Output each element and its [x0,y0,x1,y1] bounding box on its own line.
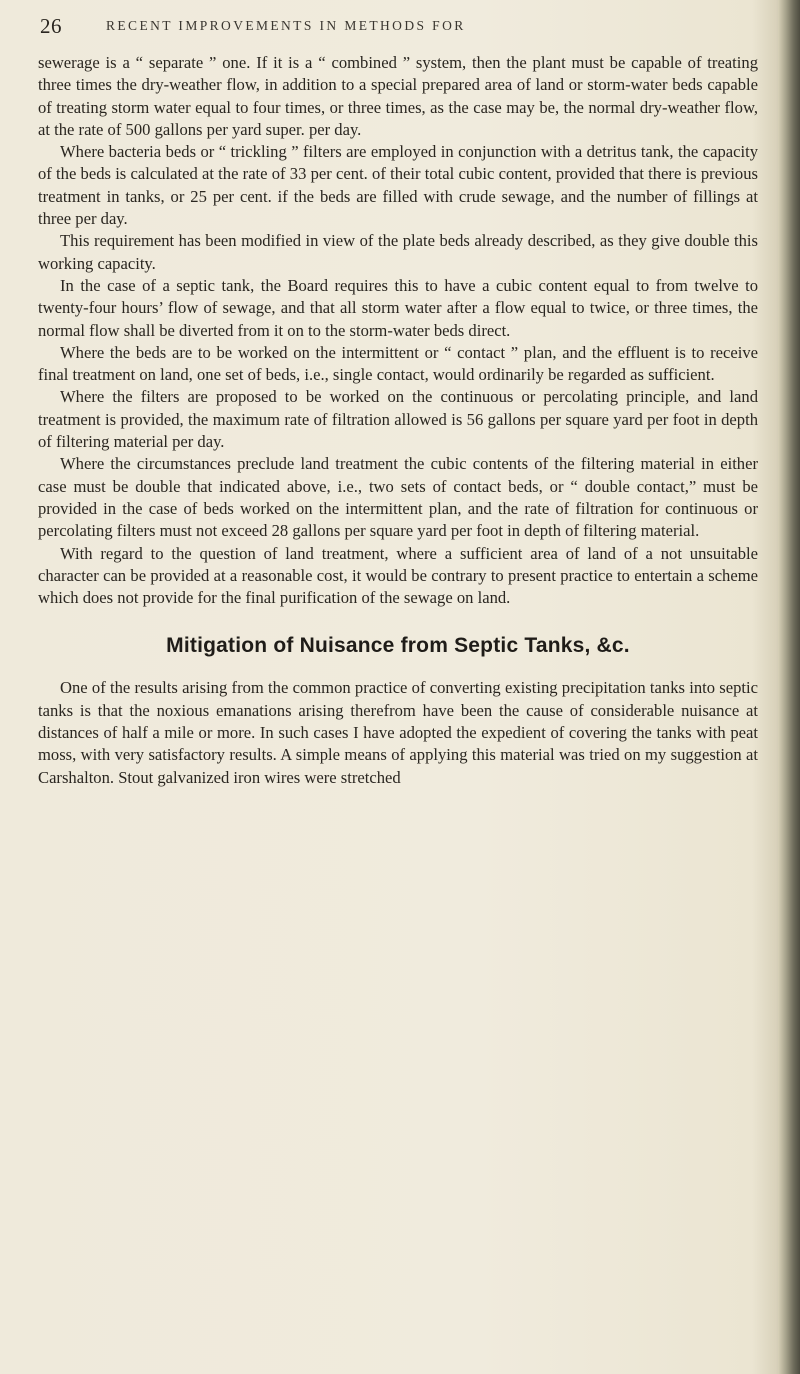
paragraph: One of the results arising from the common practice of converting existing precipitation tanks into septic tanks is that the noxious emanations arising therefrom have been the cause of considerable nuisance at distances of half a mile or more. In such cases I have adopted the expedient of covering the tanks with peat moss, with very satisfactory results. A simple means of applying this material was tried on my suggestion at Carshalton. Stout galvanized iron wires were stretched [38,678,758,787]
paragraph: In the case of a septic tank, the Board requires this to have a cubic content equal to from twelve to twenty-four hours’ flow of sewage, and that all storm water after a flow equal to twice, or three times, the normal flow shall be diverted from it on to the storm-water beds direct. [38,275,758,340]
running-head [40,14,760,40]
paragraph: With regard to the question of land treatment, where a sufficient area of land of a not unsuitable character can be provided at a reasonable cost, it would be contrary to present practice to entertain a scheme which does not provide for the final purification of the sewage on land. [38,543,758,608]
paragraph: This requirement has been modified in view of the plate beds already described, as they give double this working capacity. [38,231,758,273]
paragraph: Where the circumstances preclude land treatment the cubic contents of the filtering material in either case must be double that indicated above, i.e., two sets of contact beds, or “ double contact,” must be provided in the case of beds worked on the intermittent plan, and the rate of filtration for continuous or percolating filters must not exceed 28 gallons per square yard per foot in depth of filtering material. [38,454,758,541]
paragraph: sewerage is a “ separate ” one. If it is a “ combined ” system, then the plant must be capable of treating three times the dry-weather flow, in addition to a special prepared area of land or storm-water beds capable of treating storm water equal to four times, or three times, as the case may be, the normal dry-weather flow, at the rate of 500 gallons per yard super. per day. [38,53,758,139]
paragraph: Where the beds are to be worked on the intermittent or “ contact ” plan, and the effluent is to receive final treatment on land, one set of beds, i.e., single contact, would ordinarily be regarded as sufficient. [38,342,758,385]
running-title: RECENT IMPROVEMENTS IN METHODS FOR [106,18,466,33]
page-number: 26 [40,14,62,38]
body-text [38,52,758,789]
section-heading: Mitigation of Nuisance from Septic Tanks, &c. [166,634,630,658]
paragraph: Where bacteria beds or “ trickling ” filters are employed in conjunction with a detritus tank, the capacity of the beds is calculated at the rate of 33 per cent. of their total cubic content, provided that there is previous treatment in tanks, or 25 per cent. if the beds are filled with crude sewage, and the number of fillings at three per day. [38,142,758,229]
paragraph: Where the filters are proposed to be worked on the continuous or percolating principle, and land treatment is provided, the maximum rate of filtration allowed is 56 gallons per square yard per foot in depth of filtering material per day. [38,387,758,452]
page-binding-edge [778,0,800,1374]
